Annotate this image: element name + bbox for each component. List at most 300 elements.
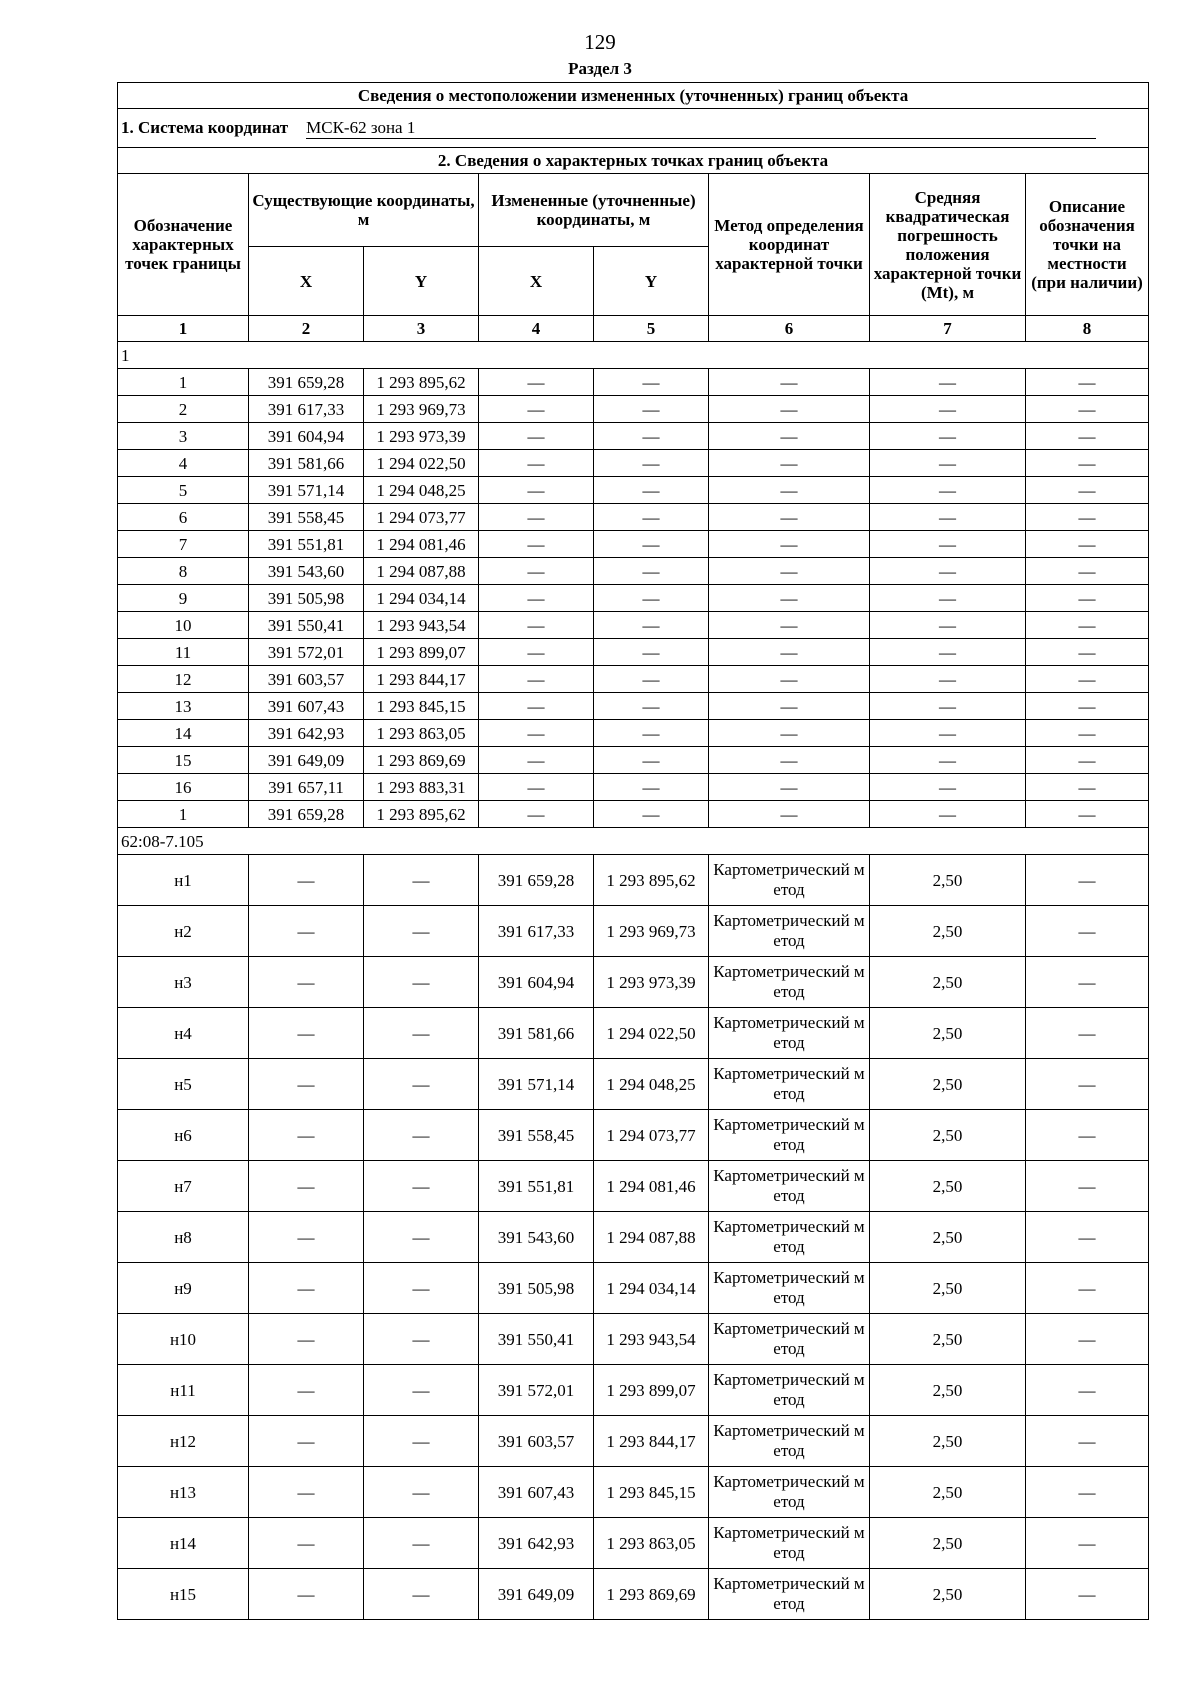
table-cell: — bbox=[594, 423, 709, 450]
table-cell: — bbox=[594, 747, 709, 774]
header-existing-y: Y bbox=[364, 247, 479, 316]
table-cell: 4 bbox=[118, 450, 249, 477]
table-cell: — bbox=[594, 558, 709, 585]
table-cell: — bbox=[594, 585, 709, 612]
table-cell: 391 649,09 bbox=[479, 1569, 594, 1620]
table-cell: 2,50 bbox=[870, 855, 1026, 906]
table-cell: — bbox=[709, 666, 870, 693]
subtitle-row bbox=[118, 148, 1149, 174]
table-cell: — bbox=[364, 1161, 479, 1212]
table-cell: 1 293 844,17 bbox=[594, 1416, 709, 1467]
table-cell: Картометрический метод bbox=[709, 1416, 870, 1467]
table-cell: 2,50 bbox=[870, 1416, 1026, 1467]
table-row bbox=[118, 693, 1149, 720]
table-cell: Картометрический метод bbox=[709, 1008, 870, 1059]
table-cell: — bbox=[479, 477, 594, 504]
table-row bbox=[118, 1365, 1149, 1416]
table-cell: 6 bbox=[118, 504, 249, 531]
table-cell: — bbox=[709, 747, 870, 774]
table-cell: 1 293 845,15 bbox=[364, 693, 479, 720]
table-cell: — bbox=[709, 531, 870, 558]
table-cell: — bbox=[249, 855, 364, 906]
table-cell: н8 bbox=[118, 1212, 249, 1263]
table-cell: — bbox=[479, 801, 594, 828]
table-cell: — bbox=[1026, 747, 1149, 774]
table-cell: — bbox=[1026, 906, 1149, 957]
table-cell: — bbox=[870, 585, 1026, 612]
table-cell: 1 293 844,17 bbox=[364, 666, 479, 693]
table-cell: 391 603,57 bbox=[479, 1416, 594, 1467]
table-row bbox=[118, 504, 1149, 531]
table-cell: 1 294 073,77 bbox=[364, 504, 479, 531]
table-cell: 2,50 bbox=[870, 1059, 1026, 1110]
table-cell: 1 293 863,05 bbox=[364, 720, 479, 747]
table-cell: н12 bbox=[118, 1416, 249, 1467]
table-cell: 2,50 bbox=[870, 1110, 1026, 1161]
table-cell: н2 bbox=[118, 906, 249, 957]
table-cell: — bbox=[1026, 1263, 1149, 1314]
table-cell: 1 293 969,73 bbox=[594, 906, 709, 957]
table-cell: — bbox=[870, 693, 1026, 720]
table-cell: — bbox=[249, 1263, 364, 1314]
table-cell: 1 293 895,62 bbox=[364, 369, 479, 396]
table-cell: 9 bbox=[118, 585, 249, 612]
table-row bbox=[118, 720, 1149, 747]
table-cell: н4 bbox=[118, 1008, 249, 1059]
table-cell: — bbox=[1026, 639, 1149, 666]
table-cell: Картометрический метод bbox=[709, 1518, 870, 1569]
table-cell: Картометрический метод bbox=[709, 1467, 870, 1518]
table-cell: — bbox=[479, 747, 594, 774]
table-cell: — bbox=[709, 558, 870, 585]
table-row bbox=[118, 855, 1149, 906]
table-cell: — bbox=[870, 396, 1026, 423]
table-cell: 3 bbox=[118, 423, 249, 450]
table-cell: — bbox=[594, 450, 709, 477]
table-cell: — bbox=[479, 693, 594, 720]
table-cell: — bbox=[249, 957, 364, 1008]
table-cell: 391 505,98 bbox=[479, 1263, 594, 1314]
table-cell: — bbox=[1026, 477, 1149, 504]
table-cell: — bbox=[364, 957, 479, 1008]
table-cell: 391 558,45 bbox=[249, 504, 364, 531]
table-cell: — bbox=[364, 1416, 479, 1467]
table-cell: 2,50 bbox=[870, 1365, 1026, 1416]
table-cell: — bbox=[709, 396, 870, 423]
table-row bbox=[118, 1569, 1149, 1620]
table-row bbox=[118, 1161, 1149, 1212]
group-row bbox=[118, 342, 1149, 369]
table-cell: 391 550,41 bbox=[249, 612, 364, 639]
table-cell: 1 293 869,69 bbox=[364, 747, 479, 774]
table-cell: — bbox=[249, 1059, 364, 1110]
table-cell: 1 294 022,50 bbox=[594, 1008, 709, 1059]
table-cell: — bbox=[479, 396, 594, 423]
table-row bbox=[118, 369, 1149, 396]
table-cell: — bbox=[1026, 504, 1149, 531]
table-cell: — bbox=[364, 1314, 479, 1365]
table-cell: Картометрический метод bbox=[709, 1314, 870, 1365]
table-cell: — bbox=[1026, 1212, 1149, 1263]
table-cell: — bbox=[1026, 1416, 1149, 1467]
table-cell: 8 bbox=[118, 558, 249, 585]
table-cell: Картометрический метод bbox=[709, 1569, 870, 1620]
table-cell: н1 bbox=[118, 855, 249, 906]
section-title: Раздел 3 bbox=[568, 59, 632, 78]
table-cell: — bbox=[709, 612, 870, 639]
table-cell: 391 581,66 bbox=[479, 1008, 594, 1059]
table-cell: 1 bbox=[118, 801, 249, 828]
table-cell: — bbox=[1026, 693, 1149, 720]
table-cell: 11 bbox=[118, 639, 249, 666]
table-row bbox=[118, 1314, 1149, 1365]
table-row bbox=[118, 1416, 1149, 1467]
table-cell: — bbox=[479, 369, 594, 396]
table-cell: н7 bbox=[118, 1161, 249, 1212]
table-cell: 391 551,81 bbox=[249, 531, 364, 558]
table-cell: — bbox=[1026, 1161, 1149, 1212]
table-cell: 2,50 bbox=[870, 1212, 1026, 1263]
table-row bbox=[118, 531, 1149, 558]
table-cell: — bbox=[594, 612, 709, 639]
table-cell: 1 293 943,54 bbox=[594, 1314, 709, 1365]
table-cell: 2,50 bbox=[870, 1161, 1026, 1212]
table-cell: — bbox=[364, 1569, 479, 1620]
table-cell: — bbox=[479, 450, 594, 477]
table-cell: — bbox=[870, 612, 1026, 639]
table-cell: 13 bbox=[118, 693, 249, 720]
table-row bbox=[118, 558, 1149, 585]
column-number: 1 bbox=[118, 316, 249, 342]
column-number: 7 bbox=[870, 316, 1026, 342]
table-cell: 2,50 bbox=[870, 906, 1026, 957]
column-number: 4 bbox=[479, 316, 594, 342]
table-cell: Картометрический метод bbox=[709, 1365, 870, 1416]
table-cell: — bbox=[364, 906, 479, 957]
table-cell: н13 bbox=[118, 1467, 249, 1518]
header-existing-coordinates: Существующие координаты, м bbox=[249, 174, 479, 247]
table-cell: — bbox=[479, 531, 594, 558]
table-cell: — bbox=[709, 801, 870, 828]
table-row bbox=[118, 1008, 1149, 1059]
table-cell: — bbox=[479, 504, 594, 531]
table-row bbox=[118, 1518, 1149, 1569]
column-number: 6 bbox=[709, 316, 870, 342]
table-cell: — bbox=[364, 1365, 479, 1416]
table-cell: 1 293 895,62 bbox=[364, 801, 479, 828]
table-cell: 1 293 863,05 bbox=[594, 1518, 709, 1569]
table-cell: 1 293 973,39 bbox=[364, 423, 479, 450]
table-row bbox=[118, 747, 1149, 774]
table-cell: 12 bbox=[118, 666, 249, 693]
header-method: Метод определения координат характерной точки bbox=[709, 174, 870, 316]
table-cell: — bbox=[594, 369, 709, 396]
table-row bbox=[118, 450, 1149, 477]
table-cell: Картометрический метод bbox=[709, 855, 870, 906]
table-cell: — bbox=[479, 585, 594, 612]
header-changed-coordinates: Измененные (уточненные) координаты, м bbox=[479, 174, 709, 247]
table-cell: н5 bbox=[118, 1059, 249, 1110]
table-cell: 391 572,01 bbox=[249, 639, 364, 666]
table-cell: 391 572,01 bbox=[479, 1365, 594, 1416]
table-cell: — bbox=[249, 1314, 364, 1365]
table-cell: 2,50 bbox=[870, 957, 1026, 1008]
column-number: 3 bbox=[364, 316, 479, 342]
coordinate-system-value: МСК-62 зона 1 bbox=[306, 118, 1096, 139]
table-cell: 2,50 bbox=[870, 1467, 1026, 1518]
table-cell: — bbox=[249, 1467, 364, 1518]
table-cell: 391 550,41 bbox=[479, 1314, 594, 1365]
table-cell: Картометрический метод bbox=[709, 1110, 870, 1161]
table-cell: — bbox=[870, 477, 1026, 504]
table-cell: — bbox=[1026, 1110, 1149, 1161]
table-cell: 391 659,28 bbox=[479, 855, 594, 906]
table-cell: — bbox=[1026, 1467, 1149, 1518]
table-cell: — bbox=[594, 531, 709, 558]
table-row bbox=[118, 1059, 1149, 1110]
table-cell: 391 617,33 bbox=[479, 906, 594, 957]
table-cell: 391 551,81 bbox=[479, 1161, 594, 1212]
table-cell: — bbox=[249, 1110, 364, 1161]
table-cell: — bbox=[249, 1518, 364, 1569]
column-number: 2 bbox=[249, 316, 364, 342]
table-cell: 391 604,94 bbox=[479, 957, 594, 1008]
table-cell: 391 617,33 bbox=[249, 396, 364, 423]
group-row bbox=[118, 828, 1149, 855]
table-cell: 1 294 081,46 bbox=[594, 1161, 709, 1212]
table-cell: 391 571,14 bbox=[479, 1059, 594, 1110]
table-row bbox=[118, 477, 1149, 504]
table-cell: 391 649,09 bbox=[249, 747, 364, 774]
coordinate-system-row bbox=[118, 109, 1149, 148]
table-cell: 14 bbox=[118, 720, 249, 747]
table-cell: н14 bbox=[118, 1518, 249, 1569]
table-cell: — bbox=[709, 477, 870, 504]
table-cell: — bbox=[1026, 423, 1149, 450]
table-cell: — bbox=[364, 1008, 479, 1059]
table-cell: — bbox=[594, 693, 709, 720]
table-row bbox=[118, 423, 1149, 450]
table-title: Сведения о местоположении измененных (уточненных) границ объекта bbox=[118, 83, 1149, 109]
table-cell: 2,50 bbox=[870, 1008, 1026, 1059]
column-numbers-row bbox=[118, 316, 1149, 342]
table-cell: 1 294 073,77 bbox=[594, 1110, 709, 1161]
table-cell: — bbox=[1026, 720, 1149, 747]
table-cell: 15 bbox=[118, 747, 249, 774]
table-cell: — bbox=[364, 1467, 479, 1518]
table-cell: 391 505,98 bbox=[249, 585, 364, 612]
table-cell: 391 543,60 bbox=[479, 1212, 594, 1263]
table-row bbox=[118, 1467, 1149, 1518]
table-cell: — bbox=[1026, 957, 1149, 1008]
table-cell: Картометрический метод bbox=[709, 906, 870, 957]
table-cell: — bbox=[594, 396, 709, 423]
table-cell: — bbox=[870, 423, 1026, 450]
table-row bbox=[118, 774, 1149, 801]
table-title-row bbox=[118, 83, 1149, 109]
table-cell: — bbox=[1026, 801, 1149, 828]
table-cell: — bbox=[249, 1212, 364, 1263]
table-cell: — bbox=[709, 693, 870, 720]
table-cell: — bbox=[709, 639, 870, 666]
header-error: Средняя квадратическая погрешность положения характерной точки (Mt), м bbox=[870, 174, 1026, 316]
table-cell: — bbox=[1026, 450, 1149, 477]
table-cell: 391 659,28 bbox=[249, 801, 364, 828]
table-cell: — bbox=[479, 612, 594, 639]
table-cell: — bbox=[1026, 1569, 1149, 1620]
table-cell: — bbox=[594, 504, 709, 531]
table-cell: 2,50 bbox=[870, 1569, 1026, 1620]
table-cell: — bbox=[479, 423, 594, 450]
table-cell: — bbox=[364, 1518, 479, 1569]
table-cell: — bbox=[709, 585, 870, 612]
table-row bbox=[118, 612, 1149, 639]
table-cell: — bbox=[870, 801, 1026, 828]
table-cell: — bbox=[364, 1110, 479, 1161]
table-cell: — bbox=[364, 1263, 479, 1314]
table-cell: 391 607,43 bbox=[249, 693, 364, 720]
table-cell: — bbox=[249, 1569, 364, 1620]
table-cell: — bbox=[1026, 369, 1149, 396]
table-cell: — bbox=[870, 720, 1026, 747]
table-cell: — bbox=[1026, 1008, 1149, 1059]
table-cell: — bbox=[870, 450, 1026, 477]
boundary-points-table bbox=[117, 82, 1149, 1620]
table-cell: — bbox=[1026, 1365, 1149, 1416]
table-cell: — bbox=[709, 369, 870, 396]
table-cell: н11 bbox=[118, 1365, 249, 1416]
table-row bbox=[118, 1212, 1149, 1263]
table-cell: — bbox=[1026, 666, 1149, 693]
table-cell: Картометрический метод bbox=[709, 1212, 870, 1263]
table-cell: 10 bbox=[118, 612, 249, 639]
header-existing-x: X bbox=[249, 247, 364, 316]
table-cell: н10 bbox=[118, 1314, 249, 1365]
table-cell: — bbox=[1026, 855, 1149, 906]
table-cell: — bbox=[870, 747, 1026, 774]
table-cell: 1 293 899,07 bbox=[594, 1365, 709, 1416]
table-cell: — bbox=[1026, 396, 1149, 423]
table-row bbox=[118, 639, 1149, 666]
table-cell: 1 293 845,15 bbox=[594, 1467, 709, 1518]
table-cell: — bbox=[870, 504, 1026, 531]
header-changed-x: X bbox=[479, 247, 594, 316]
table-cell: 1 293 895,62 bbox=[594, 855, 709, 906]
header-row-1 bbox=[118, 174, 1149, 247]
table-cell: 391 642,93 bbox=[479, 1518, 594, 1569]
table-cell: — bbox=[594, 639, 709, 666]
table-cell: 1 294 022,50 bbox=[364, 450, 479, 477]
table-cell: — bbox=[249, 906, 364, 957]
table-cell: — bbox=[594, 720, 709, 747]
table-cell: н9 bbox=[118, 1263, 249, 1314]
table-row bbox=[118, 666, 1149, 693]
table-cell: — bbox=[1026, 1518, 1149, 1569]
table-cell: — bbox=[249, 1008, 364, 1059]
page-number: 129 bbox=[584, 30, 616, 54]
table-cell: — bbox=[1026, 531, 1149, 558]
table-cell: 1 294 034,14 bbox=[364, 585, 479, 612]
table-cell: — bbox=[1026, 774, 1149, 801]
table-row bbox=[118, 957, 1149, 1008]
table-cell: — bbox=[364, 1212, 479, 1263]
table-cell: — bbox=[1026, 558, 1149, 585]
table-row bbox=[118, 906, 1149, 957]
table-cell: — bbox=[249, 1161, 364, 1212]
table-cell: 1 293 869,69 bbox=[594, 1569, 709, 1620]
table-cell: 391 607,43 bbox=[479, 1467, 594, 1518]
table-cell: — bbox=[364, 1059, 479, 1110]
table-cell: 391 571,14 bbox=[249, 477, 364, 504]
table-cell: 391 657,11 bbox=[249, 774, 364, 801]
table-cell: 2,50 bbox=[870, 1314, 1026, 1365]
table-row bbox=[118, 1263, 1149, 1314]
table-cell: 1 293 973,39 bbox=[594, 957, 709, 1008]
table-cell: — bbox=[479, 774, 594, 801]
table-cell: 5 bbox=[118, 477, 249, 504]
table-cell: 1 294 034,14 bbox=[594, 1263, 709, 1314]
table-cell: 391 659,28 bbox=[249, 369, 364, 396]
table-cell: 1 293 969,73 bbox=[364, 396, 479, 423]
table-cell: — bbox=[594, 774, 709, 801]
table-cell: 16 bbox=[118, 774, 249, 801]
table-cell: 391 543,60 bbox=[249, 558, 364, 585]
table-cell: 391 558,45 bbox=[479, 1110, 594, 1161]
table-cell: — bbox=[1026, 1059, 1149, 1110]
table-cell: — bbox=[249, 1416, 364, 1467]
table-cell: 1 293 943,54 bbox=[364, 612, 479, 639]
table-cell: 1 294 087,88 bbox=[364, 558, 479, 585]
table-cell: — bbox=[870, 774, 1026, 801]
table-cell: 1 294 048,25 bbox=[594, 1059, 709, 1110]
table-cell: — bbox=[1026, 612, 1149, 639]
table-cell: — bbox=[870, 531, 1026, 558]
table-cell: 1 294 081,46 bbox=[364, 531, 479, 558]
header-description: Описание обозначения точки на местности (при наличии) bbox=[1026, 174, 1149, 316]
column-number: 8 bbox=[1026, 316, 1149, 342]
table-cell: 1 bbox=[118, 369, 249, 396]
table-cell: 7 bbox=[118, 531, 249, 558]
table-cell: — bbox=[709, 720, 870, 747]
table-cell: 2,50 bbox=[870, 1263, 1026, 1314]
table-cell: н3 bbox=[118, 957, 249, 1008]
table-cell: — bbox=[479, 639, 594, 666]
column-number: 5 bbox=[594, 316, 709, 342]
table-cell: — bbox=[249, 1365, 364, 1416]
table-cell: — bbox=[870, 369, 1026, 396]
table-cell: — bbox=[1026, 1314, 1149, 1365]
table-cell: Картометрический метод bbox=[709, 1059, 870, 1110]
table-cell: 1 293 883,31 bbox=[364, 774, 479, 801]
coordinate-system-label: 1. Система координат bbox=[121, 117, 289, 137]
table-cell: — bbox=[594, 801, 709, 828]
table-cell: — bbox=[709, 774, 870, 801]
table-cell: — bbox=[594, 666, 709, 693]
table-cell: — bbox=[870, 639, 1026, 666]
table-cell: 2 bbox=[118, 396, 249, 423]
table-cell: — bbox=[709, 423, 870, 450]
table-cell: 1 294 087,88 bbox=[594, 1212, 709, 1263]
table-cell: 1 294 048,25 bbox=[364, 477, 479, 504]
table-cell: — bbox=[479, 558, 594, 585]
table-cell: — bbox=[479, 720, 594, 747]
header-designation: Обозначение характерных точек границы bbox=[118, 174, 249, 316]
table-cell: Картометрический метод bbox=[709, 957, 870, 1008]
table-row bbox=[118, 801, 1149, 828]
table-cell: — bbox=[364, 855, 479, 906]
table-row bbox=[118, 396, 1149, 423]
table-cell: — bbox=[870, 666, 1026, 693]
